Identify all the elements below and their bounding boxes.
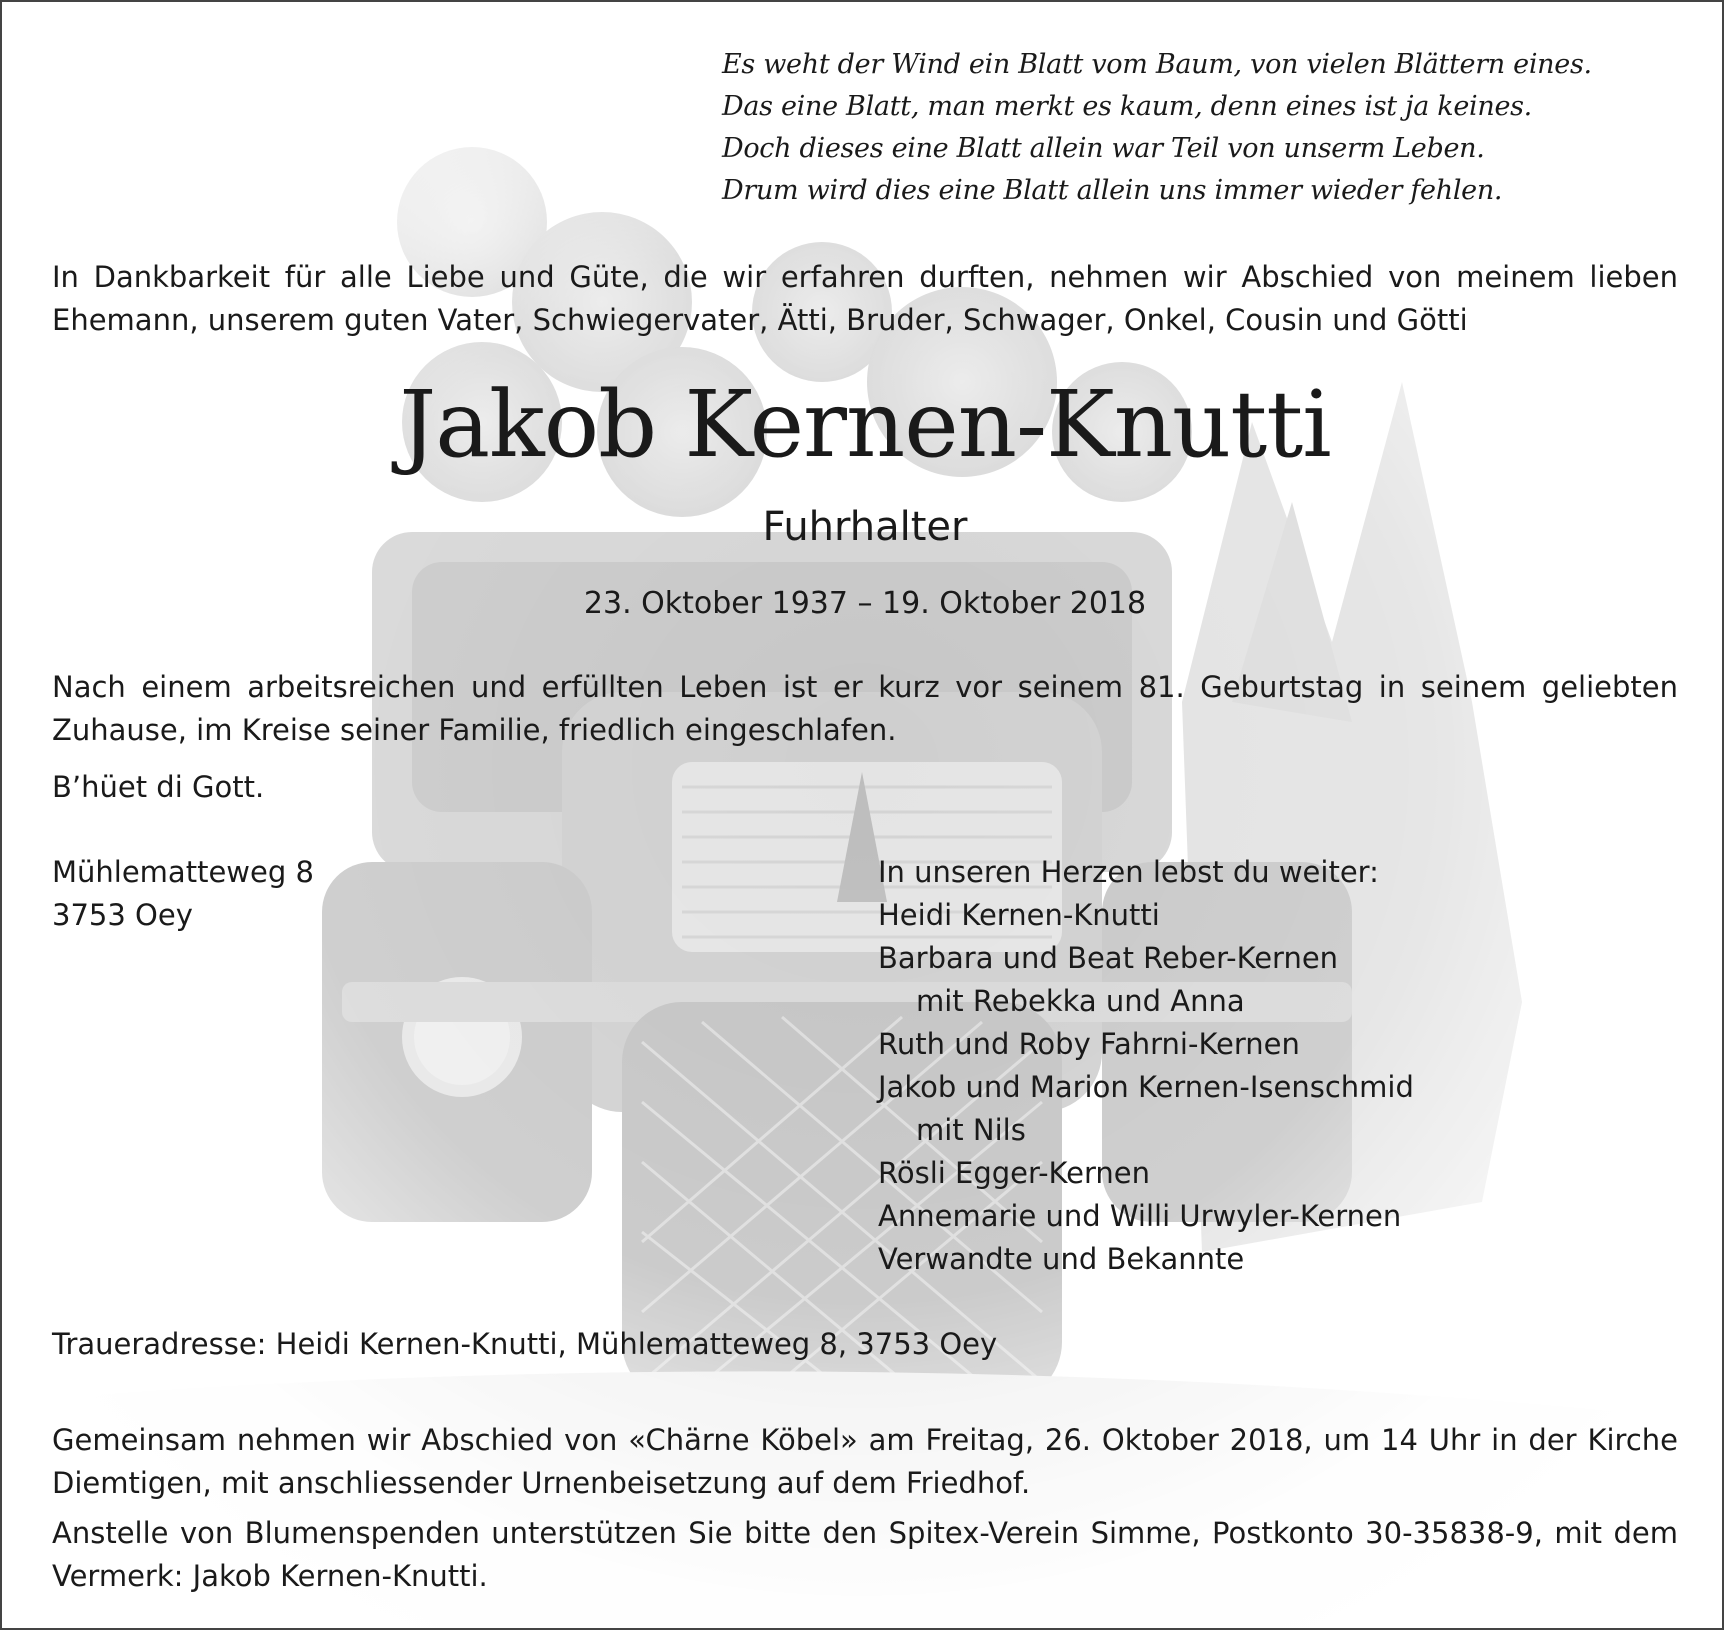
poem-line: Drum wird dies eine Blatt allein uns immer wieder fehlen. [722,175,1503,206]
farewell-text: B’hüet di Gott. [52,770,265,804]
mourner-name: Annemarie und Willi Urwyler-Kernen [878,1199,1402,1233]
mourners-list [878,851,1414,1281]
home-address [52,851,314,937]
mourners-heading: In unseren Herzen lebst du weiter: [878,855,1379,889]
poem-line: Doch dieses eine Blatt allein war Teil von unserm Leben. [722,133,1485,164]
deceased-name: Jakob Kernen-Knutti [399,371,1331,478]
mourner-name: mit Rebekka und Anna [916,984,1245,1018]
address-city: 3753 Oey [52,898,193,932]
background-photo-truck-with-logs [2,2,1722,1628]
poem-line: Es weht der Wind ein Blatt vom Baum, von vielen Blättern eines. [722,49,1592,80]
intro-paragraph: In Dankbarkeit für alle Liebe und Güte, die wir erfahren durften, nehmen wir Abschied von meinem lieben Ehemann, unserem guten Vater, Schwiegervater, Ätti, Bruder, Schwager, Onkel, Cousin und Götti [52,260,1678,337]
mourner-name: mit Nils [916,1113,1026,1147]
funeral-details: Gemeinsam nehmen wir Abschied von «Chärne Köbel» am Freitag, 26. Oktober 2018, um 14 Uhr in der Kirche Diemtigen, mit anschliessender Urnenbeisetzung auf dem Friedhof. [52,1423,1678,1500]
mourner-name: Verwandte und Bekannte [878,1242,1245,1276]
donation-note: Anstelle von Blumenspenden unterstützen Sie bitte den Spitex-Verein Simme, Postkonto 30-35838-9, mit dem Vermerk: Jakob Kernen-Knutti. [52,1516,1678,1593]
mourner-name: Heidi Kernen-Knutti [878,898,1160,932]
poem [722,44,1622,212]
poem-line: Das eine Blatt, man merkt es kaum, denn eines ist ja keines. [722,91,1532,122]
address-street: Mühlematteweg 8 [52,855,314,889]
occupation: Fuhrhalter [762,504,968,550]
mourner-name: Rösli Egger-Kernen [878,1156,1150,1190]
mourner-name: Ruth und Roby Fahrni-Kernen [878,1027,1300,1061]
mourning-address: Traueradresse: Heidi Kernen-Knutti, Mühlematteweg 8, 3753 Oey [52,1327,998,1361]
life-dates: 23. Oktober 1937 – 19. Oktober 2018 [583,586,1147,621]
mourner-name: Jakob und Marion Kernen-Isenschmid [878,1070,1414,1104]
life-paragraph: Nach einem arbeitsreichen und erfüllten Leben ist er kurz vor seinem 81. Geburtstag in seinem geliebten Zuhause, im Kreise seiner Familie, friedlich eingeschlafen. [52,670,1678,747]
mourner-name: Barbara und Beat Reber-Kernen [878,941,1339,975]
